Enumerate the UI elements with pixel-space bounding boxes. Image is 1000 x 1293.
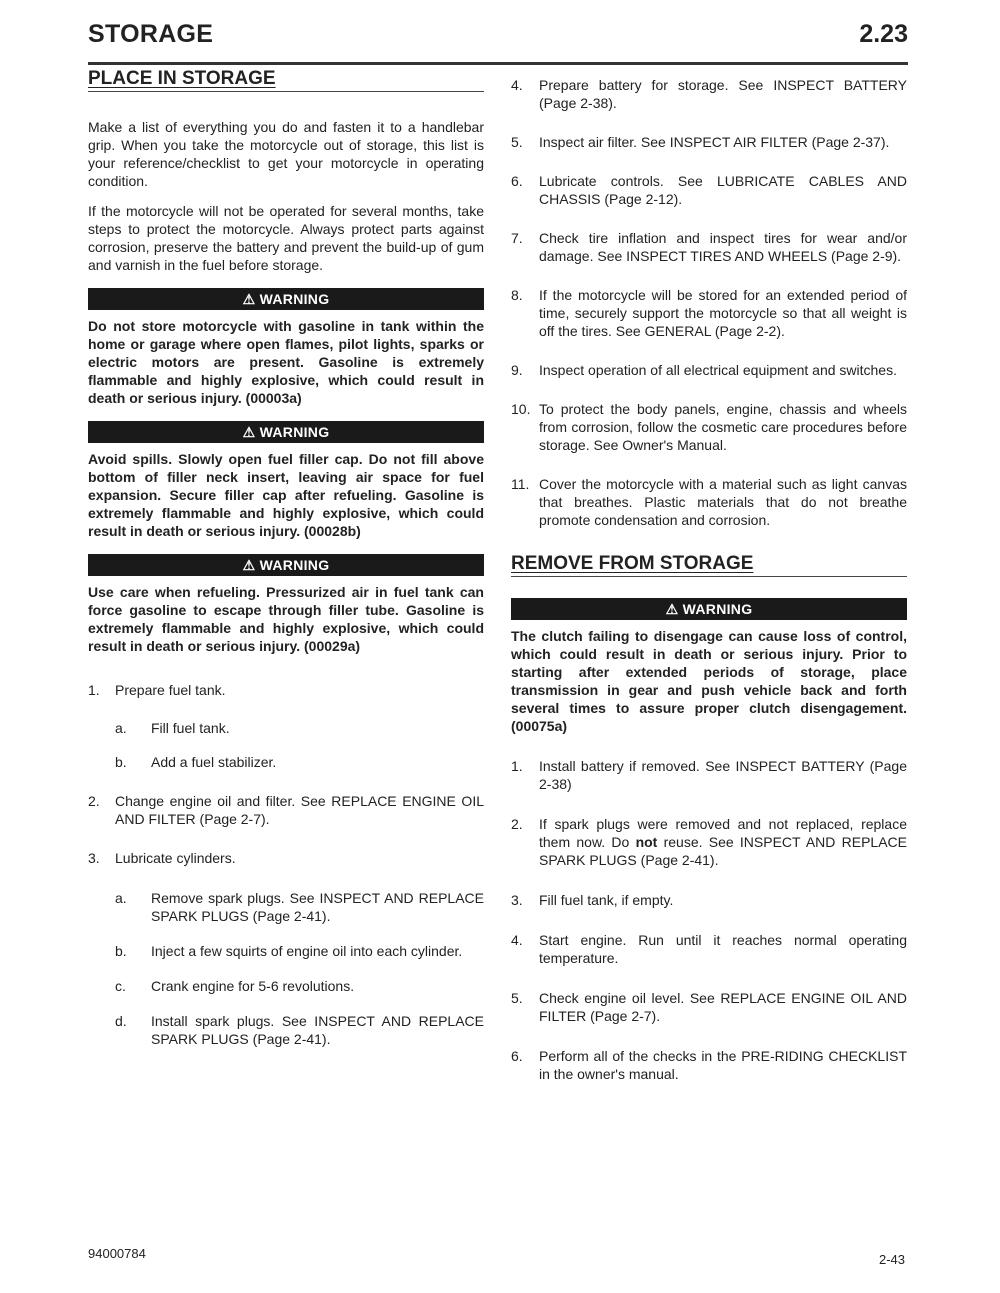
list-item: [88, 792, 484, 828]
list-number: 1.: [88, 682, 100, 698]
list-number: 5.: [511, 990, 523, 1006]
section-title-place-in-storage: PLACE IN STORAGE: [88, 68, 484, 92]
list-number: 3.: [511, 892, 523, 908]
list-text: [539, 815, 907, 869]
list-text: Inspect air filter. See INSPECT AIR FILTER (Page 2-37).: [539, 134, 890, 150]
list-number: 2.: [511, 816, 523, 832]
section-title-remove-from-storage: REMOVE FROM STORAGE: [511, 553, 907, 577]
warning-text: The clutch failing to disengage can cause loss of control, which could result in death or serious injury. Prior to starting after extended periods of storage, place transmission in gear and push vehicle back and forth several times to assure proper clutch disengagement. (00075a): [511, 628, 907, 734]
list-text: Fill fuel tank, if empty.: [539, 892, 674, 908]
left-column: [88, 68, 484, 1048]
list-text: Lubricate controls. See LUBRICATE CABLES AND CHASSIS (Page 2-12).: [539, 173, 907, 207]
warning-bar: ⚠ WARNING: [511, 598, 907, 620]
list-text: Crank engine for 5-6 revolutions.: [151, 978, 355, 994]
list-letter: c.: [115, 978, 126, 994]
list-number: 1.: [511, 758, 523, 774]
warning-block: [88, 288, 484, 407]
list-text: Install battery if removed. See INSPECT BATTERY (Page 2-38): [539, 758, 907, 792]
list-item: [511, 76, 907, 112]
warning-text: Avoid spills. Slowly open fuel filler cap. Do not fill above bottom of filler neck insert, leaving air space for fuel expansion. Secure filler cap after refueling. Gasoline is extremely flammable and highly explosive, which could result in death or serious injury. (00028b): [88, 451, 484, 539]
paragraph: If the motorcycle will not be operated for several months, take steps to protect the motorcycle. Always protect parts against corrosion, preserve the battery and prevent the build-up of gum and varnish in the fuel before storage.: [88, 203, 484, 273]
warning-bar: ⚠ WARNING: [88, 421, 484, 443]
list-item: [88, 681, 484, 699]
list-text: Check engine oil level. See REPLACE ENGINE OIL AND FILTER (Page 2-7).: [539, 990, 907, 1024]
list-text: Prepare battery for storage. See INSPECT BATTERY (Page 2-38).: [539, 77, 907, 111]
list-item: [511, 361, 907, 379]
list-text: Change engine oil and filter. See REPLACE ENGINE OIL AND FILTER (Page 2-7).: [115, 793, 484, 827]
list-item: [511, 286, 907, 340]
warning-text: Use care when refueling. Pressurized air in fuel tank can force gasoline to escape through filler tube. Gasoline is extremely flammable and highly explosive, which could result in death or serious injury. (00029a): [88, 584, 484, 654]
list-item: [88, 849, 484, 867]
list-text: Add a fuel stabilizer.: [151, 754, 277, 770]
list-number: 11.: [511, 476, 530, 492]
list-letter: a.: [115, 720, 127, 736]
sub-list-item: [88, 889, 484, 925]
list-item: [511, 757, 907, 793]
list-item: [511, 475, 907, 529]
list-text: Prepare fuel tank.: [115, 682, 226, 698]
list-number: 8.: [511, 287, 523, 303]
list-letter: b.: [115, 754, 127, 770]
page-header: [88, 20, 908, 65]
sub-list-item: [88, 753, 484, 771]
right-column: [511, 76, 907, 1083]
list-item: [511, 400, 907, 454]
section-number: 2.23: [859, 20, 908, 48]
list-text: Check tire inflation and inspect tires for wear and/or damage. See INSPECT TIRES AND WHEELS (Page 2-9).: [539, 230, 907, 264]
warning-text: Do not store motorcycle with gasoline in tank within the home or garage where open flames, pilot lights, sparks or electric motors are present. Gasoline is extremely flammable and highly explosive, which could result in death or serious injury. (00003a): [88, 318, 484, 406]
list-number: 6.: [511, 173, 523, 189]
sub-list-item: [88, 1012, 484, 1048]
warning-block: [88, 421, 484, 540]
list-text: To protect the body panels, engine, chassis and wheels from corrosion, follow the cosmetic care procedures before storage. See Owner's Manual.: [539, 401, 907, 453]
list-text: Perform all of the checks in the PRE-RIDING CHECKLIST in the owner's manual.: [539, 1048, 907, 1082]
list-text: Remove spark plugs. See INSPECT AND REPLACE SPARK PLUGS (Page 2-41).: [151, 890, 484, 924]
list-text-part: reuse. See INSPECT AND REPLACE SPARK PLUGS (Page 2-41).: [539, 834, 907, 868]
list-number: 4.: [511, 77, 523, 93]
list-item: [511, 1047, 907, 1083]
list-text: If the motorcycle will be stored for an extended period of time, securely support the motorcycle so that all weight is off the tires. See GENERAL (Page 2-2).: [539, 287, 907, 339]
list-item: [511, 931, 907, 967]
list-item: [511, 172, 907, 208]
list-letter: d.: [115, 1013, 127, 1029]
list-text: Start engine. Run until it reaches normal operating temperature.: [539, 932, 907, 966]
list-text: Inspect operation of all electrical equipment and switches.: [539, 362, 897, 378]
list-number: 7.: [511, 230, 523, 246]
document-number: 94000784: [88, 1246, 146, 1261]
list-number: 10.: [511, 401, 531, 417]
list-item: [511, 891, 907, 909]
sub-list-item: [88, 719, 484, 737]
chapter-title: STORAGE: [88, 20, 214, 48]
sub-list-item: [88, 977, 484, 995]
warning-block: [88, 554, 484, 655]
paragraph: Make a list of everything you do and fasten it to a handlebar grip. When you take the motorcycle out of storage, this list is your reference/checklist to get your motorcycle in operating condition.: [88, 119, 484, 189]
list-text: Lubricate cylinders.: [115, 850, 236, 866]
warning-block: [511, 598, 907, 735]
list-number: 5.: [511, 134, 523, 150]
list-item: [511, 989, 907, 1025]
list-item: [511, 229, 907, 265]
list-number: 9.: [511, 362, 523, 378]
list-number: 6.: [511, 1048, 523, 1064]
list-item: [511, 815, 907, 869]
list-text-part: If spark plugs were removed and not replaced, replace them now. Do: [539, 816, 907, 850]
list-letter: a.: [115, 890, 127, 906]
list-number: 2.: [88, 793, 100, 809]
list-text: Fill fuel tank.: [151, 720, 230, 736]
warning-bar: ⚠ WARNING: [88, 288, 484, 310]
list-text: Inject a few squirts of engine oil into each cylinder.: [151, 943, 463, 959]
list-number: 4.: [511, 932, 523, 948]
list-text: Install spark plugs. See INSPECT AND REPLACE SPARK PLUGS (Page 2-41).: [151, 1013, 484, 1047]
sub-list-item: [88, 942, 484, 960]
list-text: Cover the motorcycle with a material such as light canvas that breathes. Plastic materials that do not breathe promote condensation and corrosion.: [539, 476, 907, 528]
list-item: [511, 133, 907, 151]
list-letter: b.: [115, 943, 127, 959]
warning-bar: ⚠ WARNING: [88, 554, 484, 576]
list-number: 3.: [88, 850, 100, 866]
emphasis-text: not: [635, 834, 658, 850]
footer-page-number: 2-43: [878, 1252, 905, 1267]
